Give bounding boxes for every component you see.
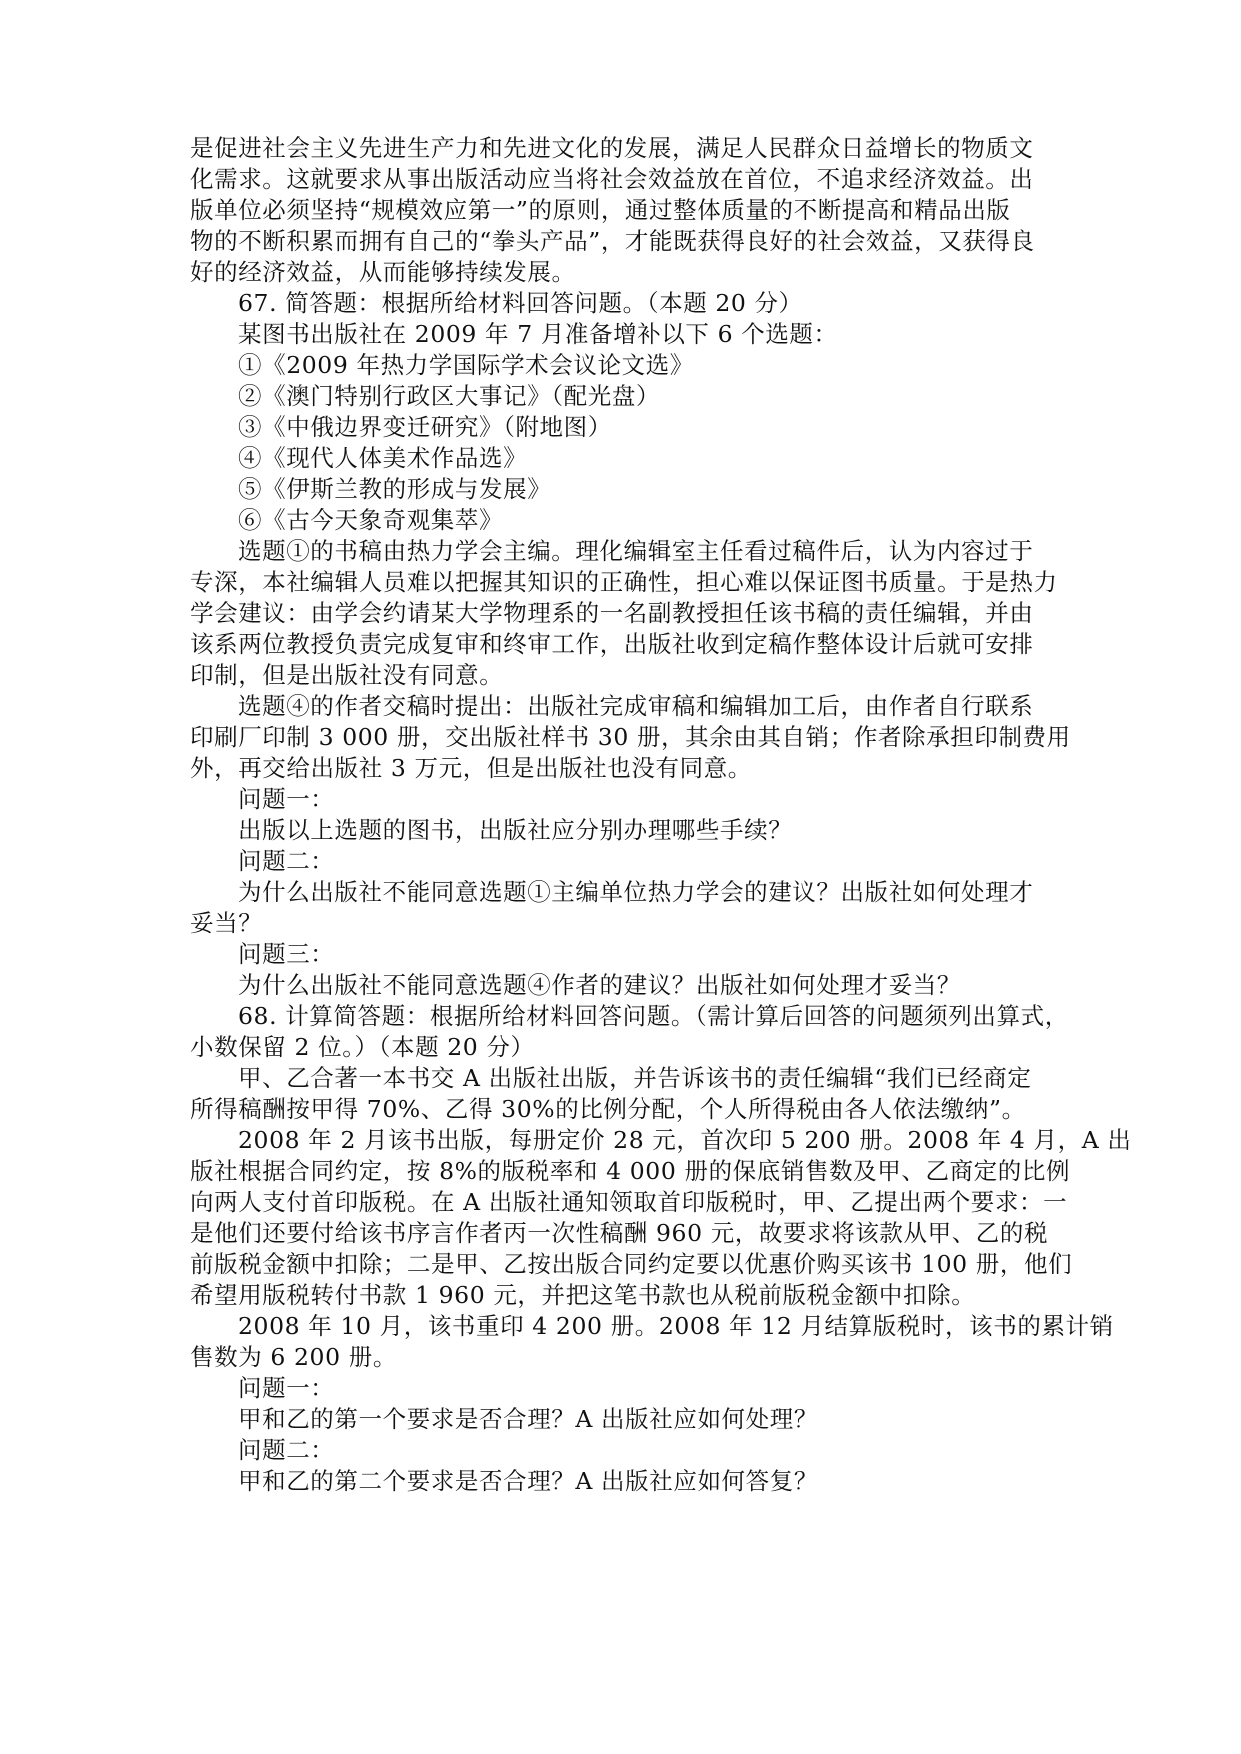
question-heading: 小数保留 2 位。）（本题 20 分） [190,1033,535,1061]
paragraph-line: 外，再交给出版社 3 万元，但是出版社也没有同意。 [190,754,752,782]
question-text: 妥当？ [190,909,263,937]
paragraph-line: 是他们还要付给该书序言作者丙一次性稿酬 960 元，故要求将该款从甲、乙的税 [190,1219,1049,1247]
question-heading: 67. 简答题：根据所给材料回答问题。（本题 20 分） [238,289,803,317]
paragraph-line: 2008 年 2 月该书出版，每册定价 28 元，首次印 5 200 册。2008 年 4 月，A 出 [238,1126,1132,1154]
question-label: 问题二： [238,847,335,875]
question-label: 问题二： [238,1436,335,1464]
question-text: 甲和乙的第二个要求是否合理？A 出版社应如何答复？ [238,1467,818,1495]
paragraph-line: 向两人支付首印版税。在 A 出版社通知领取首印版税时，甲、乙提出两个要求：一 [190,1188,1068,1216]
paragraph-line: 2008 年 10 月，该书重印 4 200 册。2008 年 12 月结算版税时，该书的累计销 [238,1312,1114,1340]
question-text: 出版以上选题的图书，出版社应分别办理哪些手续？ [238,816,793,844]
paragraph-line: 版单位必须坚持“规模效应第一”的原则，通过整体质量的不断提高和精品出版 [190,196,1011,224]
paragraph-line: 是促进社会主义先进生产力和先进文化的发展，满足人民群众日益增长的物质文 [190,134,1034,162]
paragraph-line: 物的不断积累而拥有自己的“拳头产品”，才能既获得良好的社会效益，又获得良 [190,227,1035,255]
paragraph-line: 前版税金额中扣除；二是甲、乙按出版合同约定要以优惠价购买该书 100 册，他们 [190,1250,1073,1278]
question-text: 为什么出版社不能同意选题①主编单位热力学会的建议？出版社如何处理才 [238,878,1034,906]
topic-item: ⑥《古今天象奇观集萃》 [238,506,504,534]
question-label: 问题一： [238,785,335,813]
paragraph-line: 甲、乙合著一本书交 A 出版社出版，并告诉该书的责任编辑“我们已经商定 [238,1064,1032,1092]
question-label: 问题三： [238,940,335,968]
paragraph-line: 化需求。这就要求从事出版活动应当将社会效益放在首位，不追求经济效益。出 [190,165,1034,193]
question-text: 为什么出版社不能同意选题④作者的建议？出版社如何处理才妥当？ [238,971,961,999]
paragraph-line: 某图书出版社在 2009 年 7 月准备增补以下 6 个选题： [238,320,838,348]
paragraph-line: 所得稿酬按甲得 70%、乙得 30%的比例分配，个人所得税由各人依法缴纳”。 [190,1095,1026,1123]
question-label: 问题一： [238,1374,335,1402]
paragraph-line: 选题④的作者交稿时提出：出版社完成审稿和编辑加工后，由作者自行联系 [238,692,1034,720]
paragraph-line: 学会建议：由学会约请某大学物理系的一名副教授担任该书稿的责任编辑，并由 [190,599,1034,627]
topic-item: ①《2009 年热力学国际学术会议论文选》 [238,351,694,379]
paragraph-line: 售数为 6 200 册。 [190,1343,397,1371]
question-text: 甲和乙的第一个要求是否合理？A 出版社应如何处理？ [238,1405,818,1433]
paragraph-line: 好的经济效益，从而能够持续发展。 [190,258,576,286]
topic-item: ③《中俄边界变迁研究》（附地图） [238,413,612,441]
paragraph-line: 该系两位教授负责完成复审和终审工作，出版社收到定稿作整体设计后就可安排 [190,630,1034,658]
paragraph-line: 专深，本社编辑人员难以把握其知识的正确性，担心难以保证图书质量。于是热力 [190,568,1058,596]
topic-item: ⑤《伊斯兰教的形成与发展》 [238,475,552,503]
paragraph-line: 版社根据合同约定，按 8%的版税率和 4 000 册的保底销售数及甲、乙商定的比例 [190,1157,1071,1185]
topic-item: ④《现代人体美术作品选》 [238,444,528,472]
topic-item: ②《澳门特别行政区大事记》（配光盘） [238,382,661,410]
paragraph-line: 印制，但是出版社没有同意。 [190,661,504,689]
paragraph-line: 选题①的书稿由热力学会主编。理化编辑室主任看过稿件后，认为内容过于 [238,537,1034,565]
paragraph-line: 希望用版税转付书款 1 960 元，并把这笔书款也从税前版税金额中扣除。 [190,1281,976,1309]
paragraph-line: 印刷厂印制 3 000 册，交出版社样书 30 册，其余由其自销；作者除承担印制费用 [190,723,1071,751]
question-heading: 68. 计算简答题：根据所给材料回答问题。（需计算后回答的问题须列出算式， [238,1002,1069,1030]
